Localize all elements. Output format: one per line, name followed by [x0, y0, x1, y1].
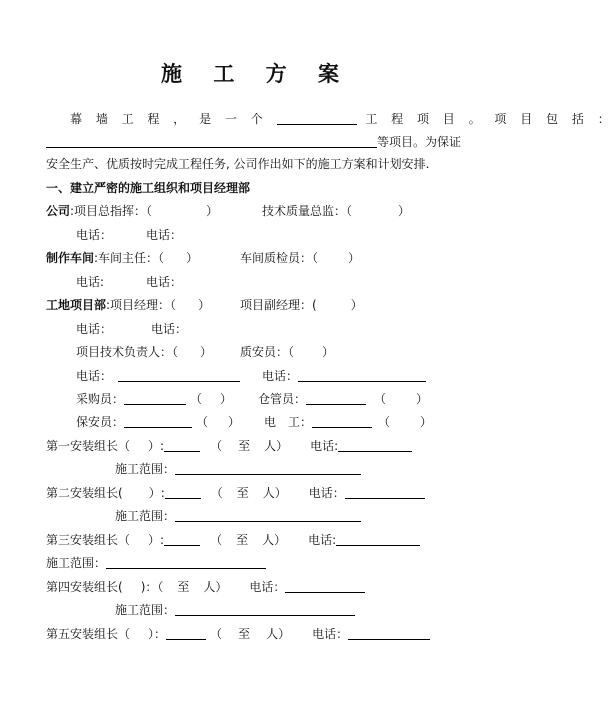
tech-chief-row: 技术质量总监：（ ） — [262, 204, 411, 218]
intro-line-1 — [70, 111, 615, 127]
elec-row: 电 工： （ ） — [264, 415, 433, 429]
buyer-blank[interactable] — [124, 391, 186, 405]
team-5-phone-blank[interactable] — [348, 626, 430, 640]
team-1-scope-blank[interactable] — [175, 461, 361, 475]
site-phone-row-a — [76, 368, 240, 384]
workshop-director-label: :车间主任：（ — [94, 251, 165, 265]
site-label: 工地项目部 — [46, 298, 107, 312]
guard-label: 保安员： — [76, 415, 125, 429]
workshop-inspector-label: 车间质检员：（ — [240, 251, 319, 265]
keeper-label: 仓管员： — [258, 392, 307, 406]
site-row: 工地项目部:项目经理：（ ） — [46, 298, 211, 312]
intro-line-2 — [46, 134, 461, 150]
company-row — [46, 203, 218, 219]
team-4-row: 第四安装组长( )：（ 至 人） 电话： — [46, 579, 365, 595]
team-3-scope-row: 施工范围： — [46, 555, 266, 571]
workshop-label: 制作车间 — [46, 251, 95, 265]
section-heading: 一、建立严密的施工组织和项目经理部 — [46, 181, 251, 195]
project-scope-blank[interactable] — [46, 134, 377, 148]
tech-lead-label: 项目技术负责人：（ — [76, 345, 179, 359]
team-3-blank[interactable] — [164, 532, 200, 546]
site-phone-b-label: 电话： — [262, 369, 299, 383]
keeper-row: 仓管员： （ ） — [258, 392, 429, 406]
team-3-phone-blank[interactable] — [336, 532, 420, 546]
commander-close: ） — [206, 204, 219, 218]
deputy-label: 项目副经理：( — [240, 298, 317, 312]
team-1-scope-row: 施工范围： — [115, 461, 361, 477]
company-phone-2: 电话： — [146, 228, 183, 242]
team-3-scope-blank[interactable] — [106, 555, 266, 569]
site-phone-a-label: 电话： — [76, 369, 113, 383]
team-2-phone-blank[interactable] — [345, 485, 425, 499]
safety-row: 质安员：（ ） — [240, 345, 335, 359]
tech-chief-label: 技术质量总监：（ — [262, 204, 353, 218]
commander-label: :项目总指挥：（ — [70, 204, 153, 218]
team-4-phone-blank[interactable] — [285, 579, 365, 593]
site-phone-2: 电话： — [151, 322, 188, 336]
company-label: 公司 — [46, 204, 71, 218]
team-5-row: 第五安装组长（ ）： （ 至 人） 电话： — [46, 626, 430, 642]
document-title: 施 工 方 案 — [161, 61, 351, 86]
buyer-label: 采购员： — [76, 392, 125, 406]
guard-blank[interactable] — [124, 414, 192, 428]
site-phone-1: 电话： — [76, 322, 113, 336]
workshop-row: 制作车间:车间主任：（ ） — [46, 251, 199, 265]
project-name-blank[interactable] — [277, 111, 357, 125]
intro-line-3: 安全生产、优质按时完成工程任务, 公司作出如下的施工方案和计划安排. — [46, 157, 430, 171]
site-phone-a-blank[interactable] — [118, 368, 240, 382]
site-phone-row-b — [262, 368, 426, 384]
deputy-row: 项目副经理：( ） — [240, 298, 363, 312]
workshop-phone-1: 电话: — [76, 275, 105, 289]
team-4-scope-row: 施工范围： — [115, 602, 355, 618]
team-3-row: 第三安装组长（ ）: （ 至 人） 电话: — [46, 532, 420, 548]
guard-row: 保安员： （ ） — [76, 415, 241, 429]
manager-label: :项目经理：（ — [106, 298, 177, 312]
intro-text-2: 工 程 项 目 。 项 目 包 括 ： — [365, 112, 615, 126]
team-2-scope-row: 施工范围： — [115, 508, 361, 524]
team-1-blank[interactable] — [164, 438, 200, 452]
team-4-name: 第四安装组长( — [46, 580, 123, 594]
site-phone-b-blank[interactable] — [298, 368, 426, 382]
team-5-blank[interactable] — [166, 626, 206, 640]
workshop-inspector-row: 车间质检员：（ ） — [240, 251, 361, 265]
intro-text-1: 幕 墙 工 程 ， 是 一 个 — [70, 112, 268, 126]
team-1-row: 第一安装组长（ ）: （ 至 人） 电话: — [46, 438, 412, 454]
team-2-blank[interactable] — [165, 485, 201, 499]
team-2-row: 第二安装组长( ）: （ 至 人） 电话： — [46, 485, 425, 501]
buyer-row: 采购员： （ ） — [76, 392, 233, 406]
team-1-name: 第一安装组长（ — [46, 439, 131, 453]
team-2-name: 第二安装组长( — [46, 486, 123, 500]
team-2-scope-blank[interactable] — [175, 508, 361, 522]
team-4-scope-blank[interactable] — [175, 602, 355, 616]
safety-label: 质安员：（ — [240, 345, 295, 359]
elec-label: 电 工： — [264, 415, 313, 429]
team-5-name: 第五安装组长（ — [46, 627, 131, 641]
workshop-phone-2: 电话： — [146, 275, 183, 289]
elec-blank[interactable] — [312, 414, 372, 428]
company-phone-1: 电话： — [76, 228, 113, 242]
keeper-blank[interactable] — [306, 391, 366, 405]
intro-text-3: 等项目。为保证 — [377, 135, 462, 149]
team-3-name: 第三安装组长（ — [46, 533, 131, 547]
team-1-phone-blank[interactable] — [338, 438, 412, 452]
tech-lead-row: 项目技术负责人：（ ） — [76, 345, 213, 359]
